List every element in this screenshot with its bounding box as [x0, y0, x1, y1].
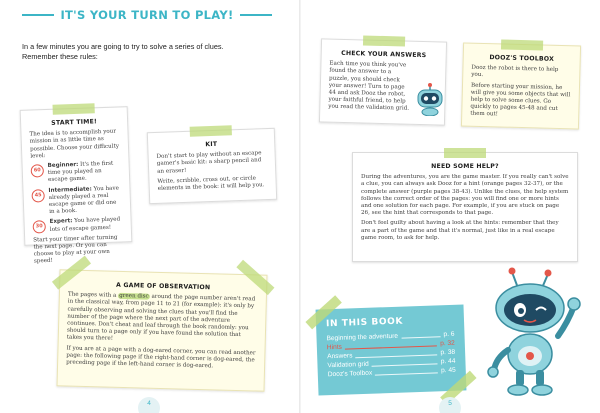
level-expert	[33, 217, 123, 235]
kit-text-2: Write, scribble, cross out, or circle elements in the book: it will help you.	[157, 175, 265, 192]
level-beginner-text	[48, 160, 122, 184]
level-expert-name: Expert:	[49, 218, 73, 226]
observation-card	[57, 269, 268, 391]
kit-card	[147, 128, 277, 204]
toc-arrow-line	[372, 360, 438, 366]
level-intermediate-text	[48, 185, 122, 216]
toolbox-heading: DOOZ'S TOOLBOX	[489, 54, 555, 63]
need-help-text-2: Don't feel guilty about having a look at the hints: remember that they are a part of the game and that it's normal, just like in a real escape game room, to ask for help.	[361, 220, 559, 241]
toc-label: Answers	[327, 352, 353, 361]
kit-heading: KIT	[205, 140, 218, 149]
robot-waving-icon	[478, 266, 582, 402]
toc-label: Hints	[326, 343, 343, 352]
toc-page: p. 45	[440, 366, 456, 375]
in-this-book-heading: IN THIS BOOK	[325, 316, 404, 330]
toc-page: p. 32	[440, 339, 455, 348]
observation-text-1b: around the page number aren't read in the classical way, from page 11 to 21 (for example): it's only by carefully observing and solving the clues that you'll find the number of the page where the next part of the adventure continues. Don't cheat and leaf through the book randomly: you should turn to a page only if you have found the solution that takes you there!	[66, 293, 256, 343]
title-rule-left	[22, 14, 54, 16]
page-title-banner	[22, 5, 272, 25]
tape-strip	[501, 39, 543, 50]
kit-text-1: Don't start to play without an escape gamer's basic kit: a sharp pencil and an eraser!	[156, 150, 262, 175]
observation-text-1	[67, 292, 258, 347]
page-number-left: 4	[138, 397, 160, 413]
robot-peek-icon	[412, 82, 448, 116]
level-beginner	[31, 160, 122, 185]
page-title: IT'S YOUR TURN TO PLAY!	[60, 8, 234, 22]
level-intermediate-desc: You have already played a real escape game or did one in a book.	[48, 185, 120, 216]
toc-arrow-line	[401, 333, 441, 338]
timer-45-icon: 45	[31, 189, 44, 202]
intro-line-1: In a few minutes you are going to try to solve a series of clues.	[22, 42, 224, 51]
start-time-footer: Start your timer after turning the next page. Or you can choose to play at your own speed!	[33, 234, 118, 265]
toc-arrow-line	[355, 351, 437, 358]
tape-strip	[190, 125, 232, 136]
observation-heading: A GAME OF OBSERVATION	[115, 281, 211, 292]
toc-page: p. 44	[440, 357, 456, 366]
check-answers-heading: CHECK YOUR ANSWERS	[341, 49, 427, 60]
timer-30-icon: 30	[33, 221, 46, 234]
level-intermediate-name: Intermediate:	[48, 186, 92, 194]
green-disc-highlight: green disc	[119, 293, 149, 300]
level-expert-desc: You have played lots of escape games!	[49, 216, 121, 233]
toolbox-text-2: Before starting your mission, he will give you some objects that will help to solve some clues. Go quickly to pages 45-48 and cut them out!	[470, 82, 571, 118]
title-rule-right	[240, 14, 272, 16]
start-time-text: The idea is to accomplish your mission in as little time as possible. Choose your difficulty level:	[29, 128, 120, 160]
tape-strip	[53, 103, 95, 114]
intro-text	[22, 42, 282, 62]
level-intermediate	[31, 185, 122, 217]
toc-page: p. 6	[443, 330, 455, 339]
toc-label: Dooz's Toolbox	[327, 369, 373, 379]
toc-arrow-line	[375, 369, 438, 375]
level-expert-text	[49, 217, 122, 234]
tape-strip	[444, 148, 486, 158]
toc-label: Validation grid	[327, 360, 369, 370]
level-beginner-name: Beginner:	[47, 161, 79, 169]
tape-strip	[363, 35, 405, 46]
start-time-heading: START TIME!	[51, 118, 98, 127]
observation-text-2: If you are at a page with a dog-eared corner, you can read another page: the following page if the right-hand corner is dog-eared, the preceding page if the left-hand corner is dog-eared.	[66, 345, 256, 370]
observation-text-1a: The pages with a	[67, 291, 119, 300]
check-answers-text: Each time you think you've found the answer to a puzzle, you should check your answer! Turn to page 44 and ask Dooz the robot, your faithful friend, to help you read the validation grid.	[328, 60, 410, 113]
spread-divider	[299, 0, 301, 413]
in-this-book-panel	[316, 304, 467, 395]
need-help-card	[352, 152, 578, 262]
start-time-card	[20, 106, 133, 265]
toc-page: p. 38	[440, 348, 456, 357]
toc-label: Beginning the adventure	[326, 332, 399, 343]
page-number-right: 5	[439, 397, 461, 413]
need-help-text-1: During the adventures, you are the game master. If you really can't solve a clue, you can always ask Dooz for a hint (orange pages 32-37), or the complete answer (purple pages 38-43). Unlike the clues, the help system follows the correct order of the pages: you will find one or more hints and one solution for each page. For example, if you are stuck on page 26, see the hint that corresponds to that page.	[361, 174, 569, 217]
timer-60-icon: 60	[31, 164, 44, 177]
level-beginner-desc: It's the first time you played an escape game.	[47, 160, 114, 184]
toolbox-card	[461, 42, 581, 129]
toolbox-text-1: Dooz the robot is there to help you.	[471, 64, 559, 79]
intro-line-2: Remember these rules:	[22, 52, 98, 61]
need-help-heading: NEED SOME HELP?	[431, 163, 499, 170]
